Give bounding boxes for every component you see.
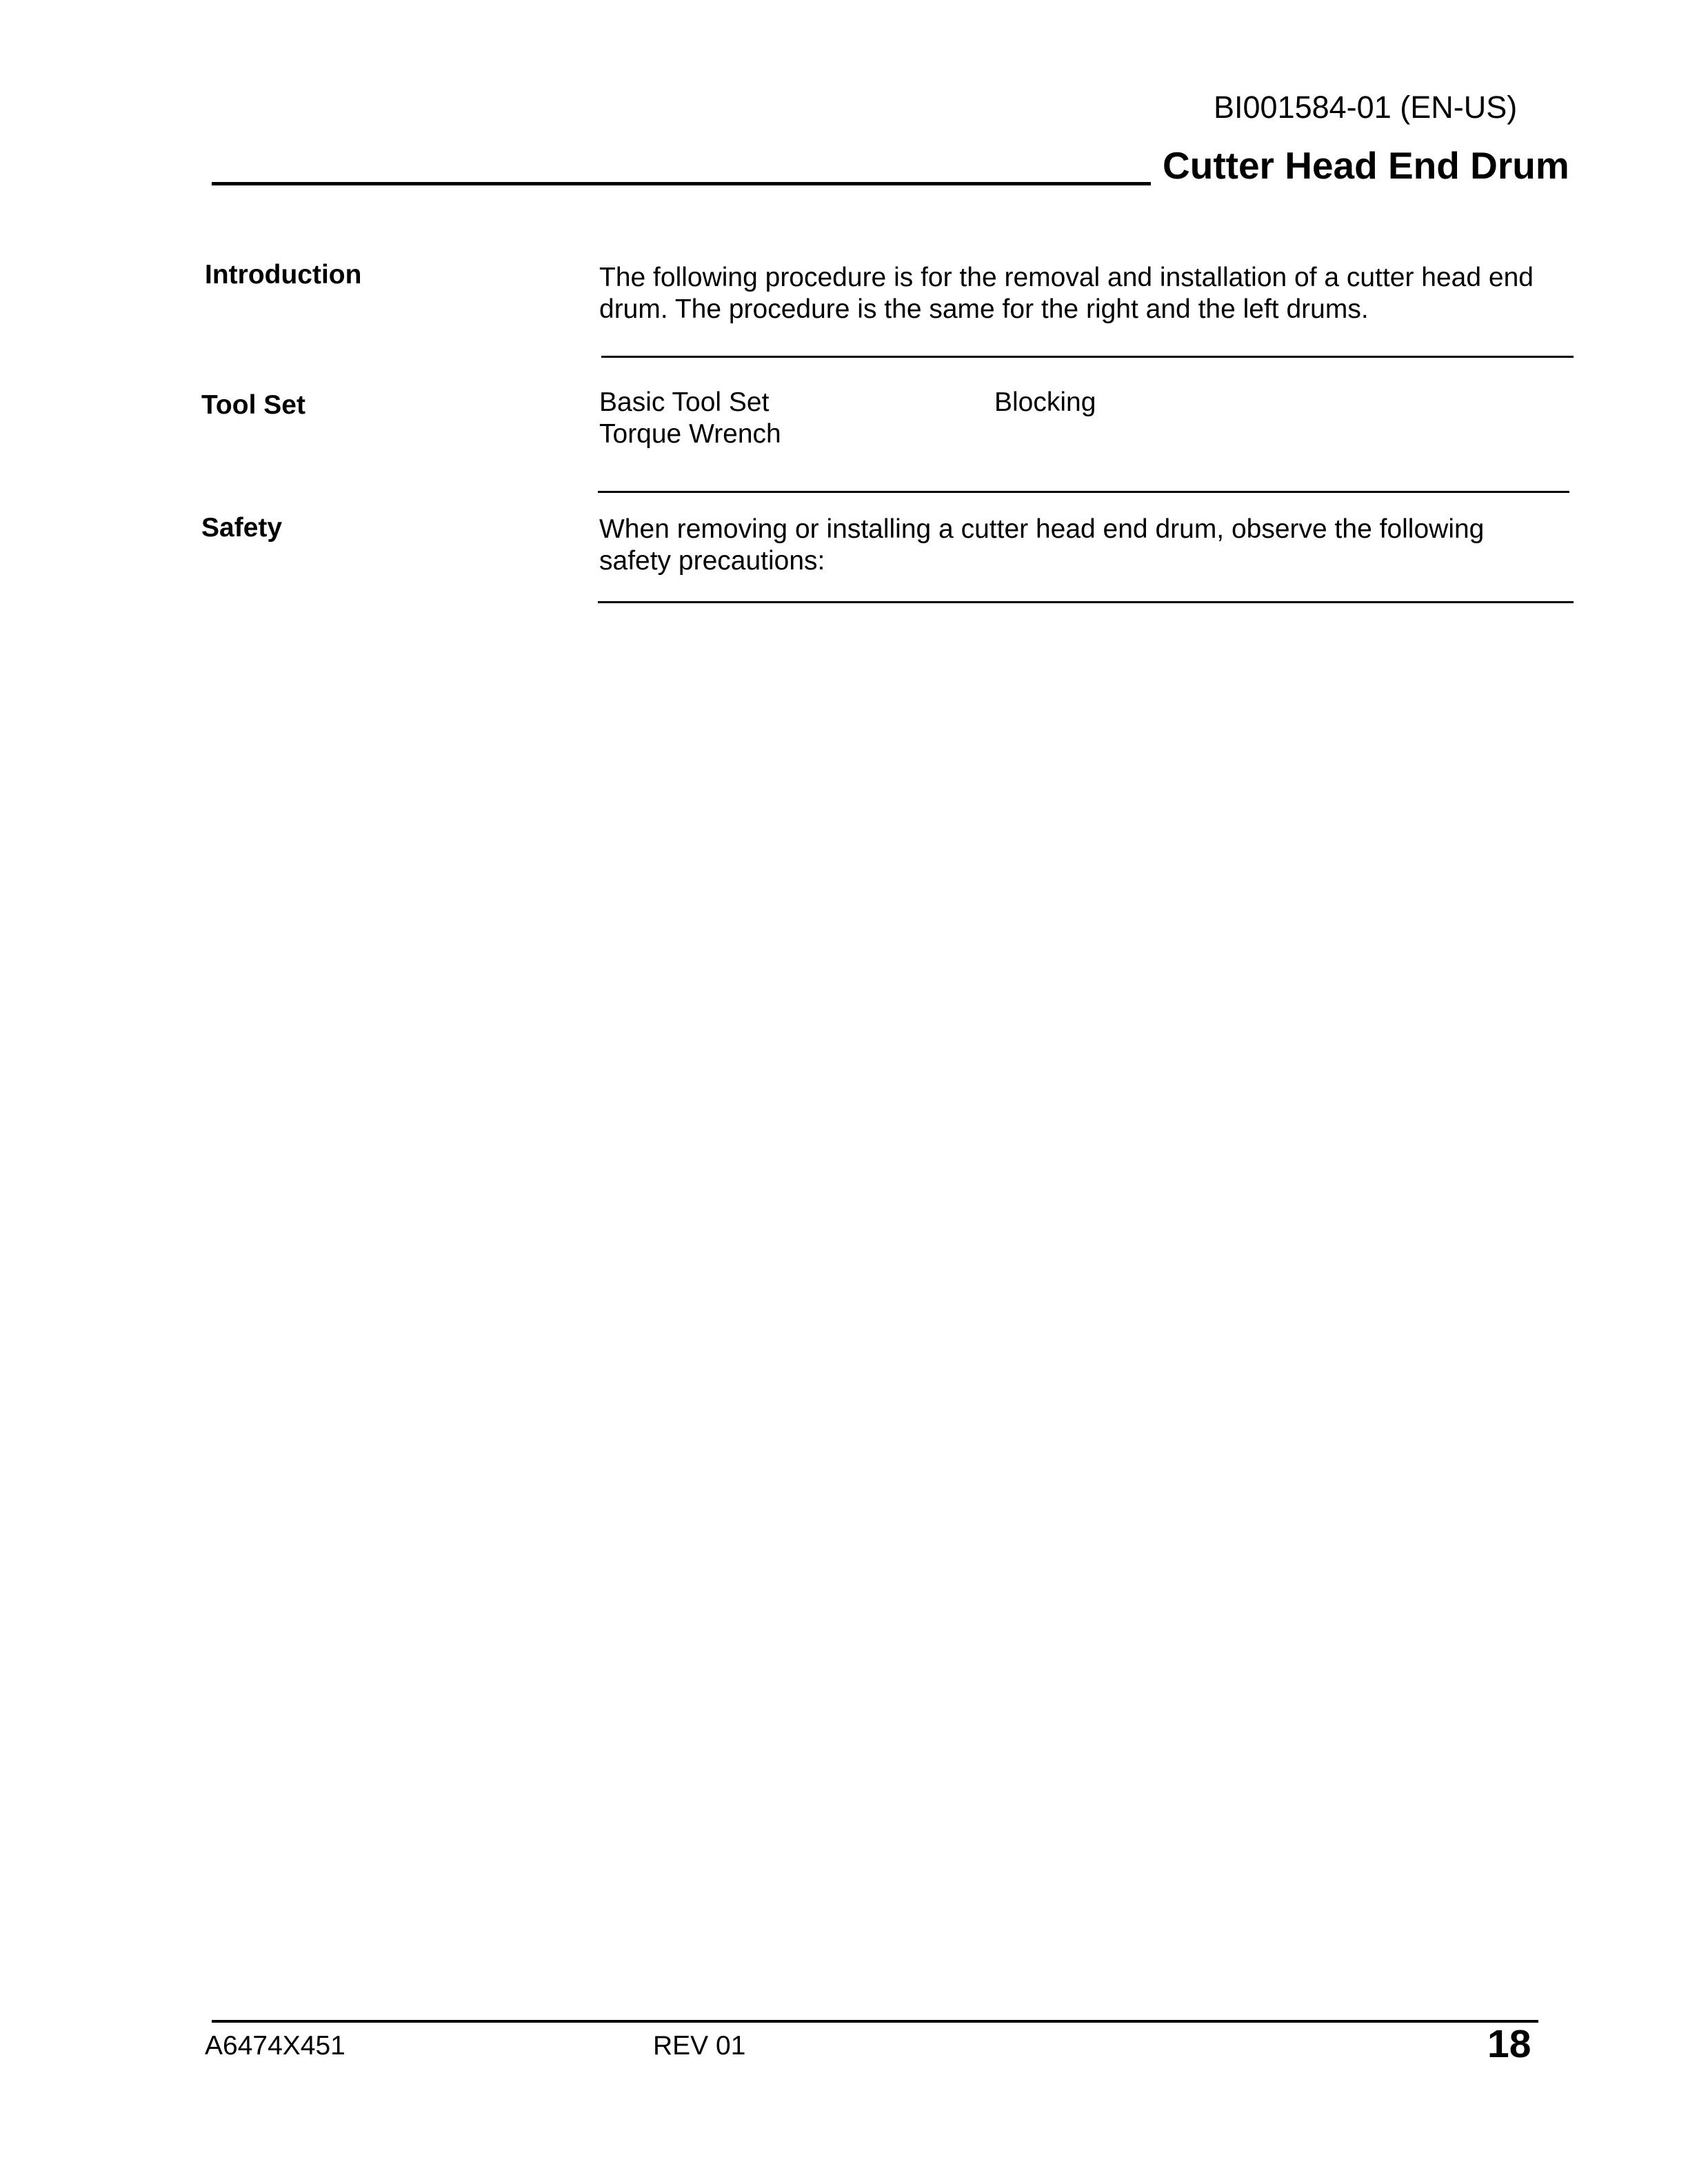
safety-text bbox=[599, 514, 1484, 577]
section-divider bbox=[601, 356, 1574, 358]
section-divider bbox=[598, 491, 1569, 493]
section-divider bbox=[598, 601, 1574, 603]
safety-line: When removing or installing a cutter head end drum, observe the following bbox=[599, 514, 1485, 544]
tool-item: Basic Tool Set bbox=[599, 387, 770, 417]
title-rule bbox=[212, 182, 1151, 185]
introduction-line: The following procedure is for the removal and installation of a cutter head end bbox=[599, 263, 1534, 292]
document-id: BI001584-01 (EN-US) bbox=[1214, 90, 1518, 125]
page-title: Cutter Head End Drum bbox=[1163, 144, 1569, 187]
safety-label: Safety bbox=[201, 513, 283, 543]
tool-set-label: Tool Set bbox=[201, 390, 305, 420]
introduction-text bbox=[599, 262, 1534, 325]
introduction-label: Introduction bbox=[205, 260, 362, 290]
page-number: 18 bbox=[1487, 2022, 1531, 2066]
tool-list-column-2 bbox=[994, 387, 1096, 418]
footer-doc-number: A6474X451 bbox=[205, 2031, 345, 2061]
tool-list-column-1 bbox=[599, 387, 781, 450]
tool-item: Blocking bbox=[994, 387, 1096, 417]
footer-revision: REV 01 bbox=[653, 2031, 746, 2061]
footer-rule bbox=[212, 2020, 1538, 2023]
introduction-line: drum. The procedure is the same for the right and the left drums. bbox=[599, 294, 1369, 324]
tool-item: Torque Wrench bbox=[599, 419, 781, 449]
safety-line: safety precautions: bbox=[599, 546, 825, 576]
